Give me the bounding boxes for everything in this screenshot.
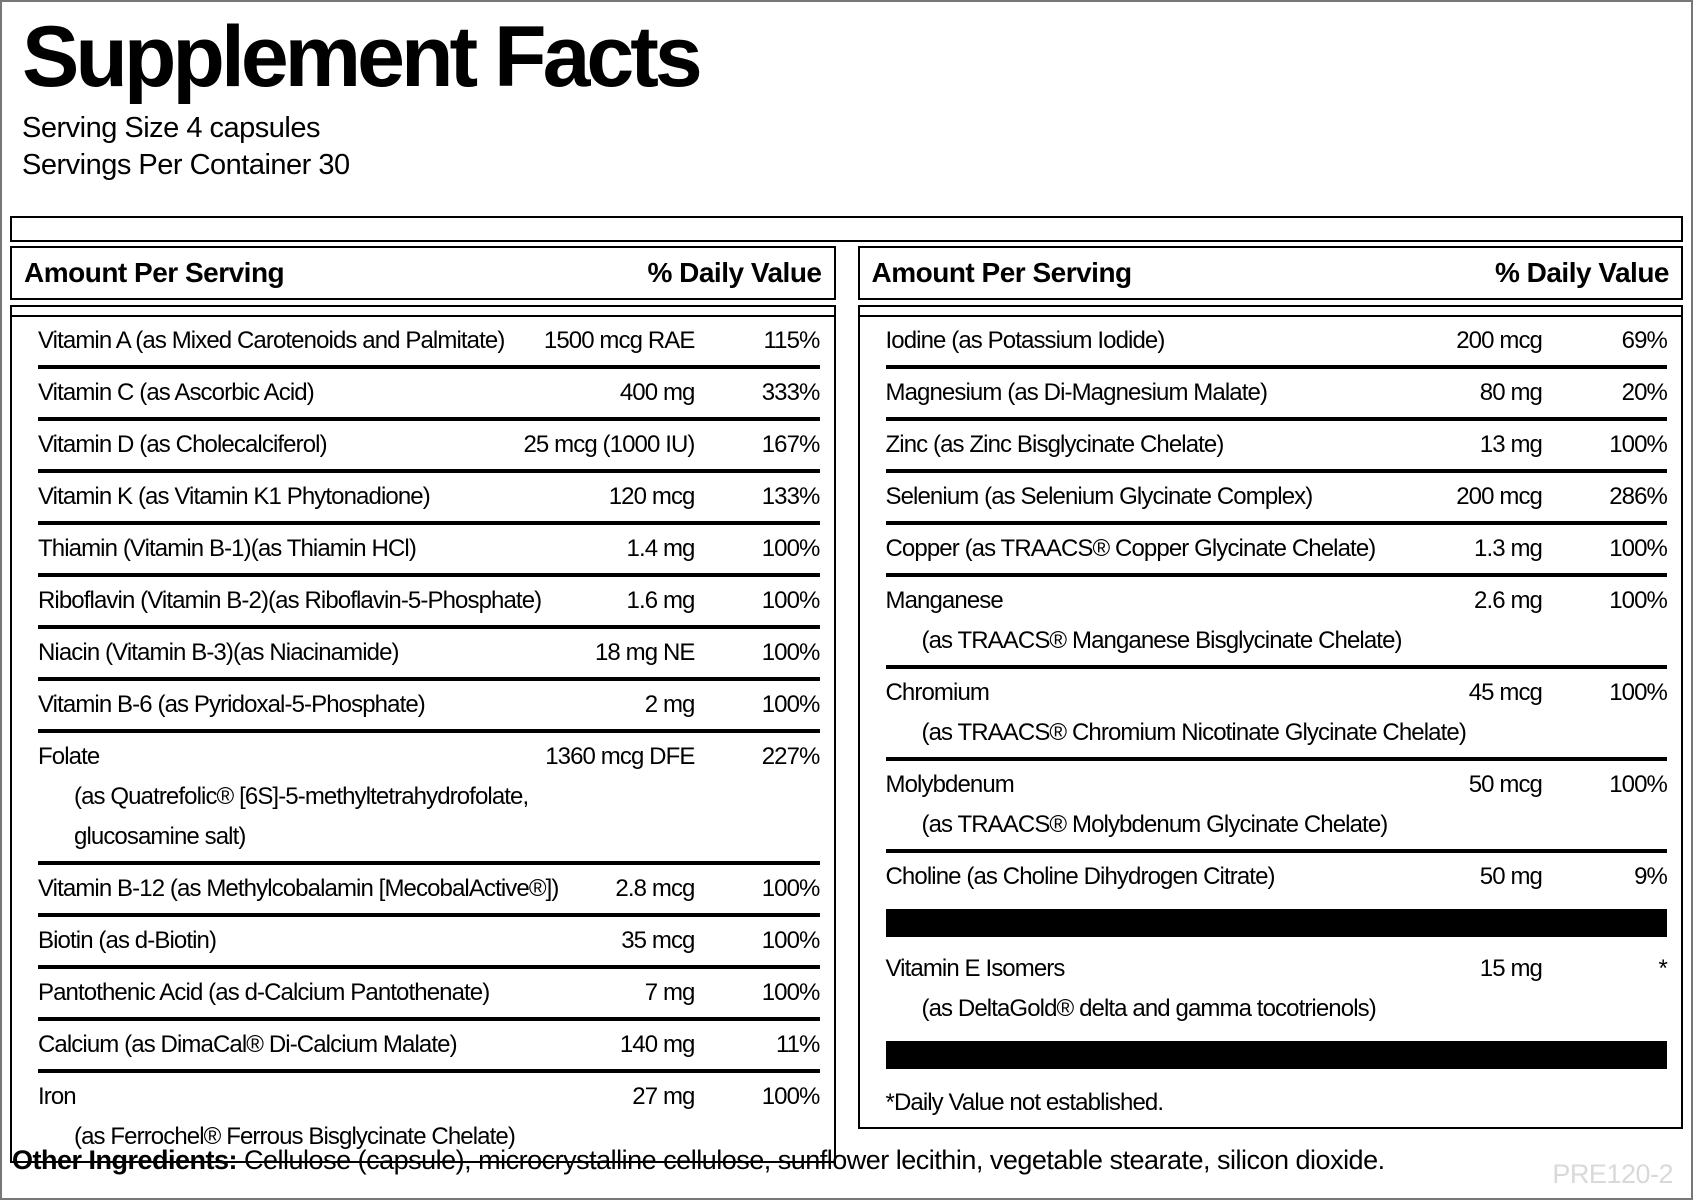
- nutrient-daily-value: 100%: [1609, 431, 1667, 458]
- nutrient-daily-value: 100%: [1609, 679, 1667, 706]
- nutrient-row: [886, 369, 1668, 421]
- nutrient-daily-value: 100%: [761, 979, 820, 1006]
- nutrient-name: Vitamin D (as Cholecalciferol): [38, 431, 327, 458]
- nutrient-row: [38, 865, 820, 917]
- nutrient-row: [38, 629, 820, 681]
- black-divider-bar: [886, 909, 1668, 937]
- header-separator-strip: [12, 307, 834, 317]
- nutrient-row: [886, 577, 1668, 669]
- nutrient-row: [38, 969, 820, 1021]
- left-nutrient-table: [10, 305, 836, 1163]
- nutrient-main-line: [886, 765, 1668, 805]
- nutrient-main-line: [886, 529, 1668, 569]
- nutrient-row: [38, 473, 820, 525]
- right-nutrient-table: [858, 305, 1684, 1129]
- right-column-header: [858, 246, 1684, 300]
- nutrient-row: [38, 681, 820, 733]
- nutrient-amount: 18 mg NE: [594, 639, 695, 666]
- nutrient-daily-value: *: [1658, 955, 1667, 982]
- divider-bar: [10, 216, 1683, 242]
- left-rows-container: [38, 317, 820, 1161]
- nutrient-daily-value: 167%: [761, 431, 820, 458]
- nutrient-daily-value: 11%: [775, 1031, 820, 1058]
- black-divider-bar: [886, 1041, 1668, 1069]
- servings-per-container: Servings Per Container 30: [22, 149, 350, 181]
- nutrient-name: Folate: [38, 743, 100, 770]
- amount-per-serving-label: Amount Per Serving: [871, 257, 1132, 288]
- nutrient-amount: 25 mcg (1000 IU): [523, 431, 695, 458]
- nutrient-name: Molybdenum: [885, 771, 1014, 798]
- nutrient-daily-value: 100%: [1609, 771, 1667, 798]
- nutrient-main-line: [886, 857, 1668, 897]
- page-title: Supplement Facts: [22, 9, 699, 105]
- nutrient-daily-value: 115%: [763, 327, 820, 354]
- nutrient-row: [886, 945, 1668, 1033]
- nutrient-daily-value: 100%: [761, 639, 820, 666]
- nutrient-daily-value: 20%: [1621, 379, 1667, 406]
- nutrient-main-line: [886, 949, 1668, 989]
- nutrient-amount: 120 mcg: [608, 483, 695, 510]
- nutrient-row: [886, 421, 1668, 473]
- nutrient-amount: 27 mg: [632, 1083, 695, 1110]
- nutrient-name: Vitamin B-6 (as Pyridoxal-5-Phosphate): [38, 691, 425, 718]
- nutrient-amount: 400 mg: [619, 379, 695, 406]
- nutrient-source-line: (as TRAACS® Manganese Bisglycinate Chelate): [921, 627, 1402, 654]
- nutrient-row: [886, 669, 1668, 761]
- nutrient-amount: 2.8 mcg: [615, 875, 695, 902]
- nutrient-source-line: glucosamine salt): [74, 823, 246, 850]
- nutrient-main-line: [38, 321, 820, 361]
- nutrient-daily-value: 100%: [1609, 587, 1667, 614]
- amount-per-serving-label: Amount Per Serving: [24, 257, 285, 288]
- nutrient-amount: 80 mg: [1479, 379, 1542, 406]
- daily-value-label: % Daily Value: [647, 257, 822, 288]
- nutrient-amount: 140 mg: [619, 1031, 695, 1058]
- nutrient-amount: 15 mg: [1479, 955, 1542, 982]
- nutrient-row: [38, 369, 820, 421]
- nutrient-name: Thiamin (Vitamin B-1)(as Thiamin HCl): [38, 535, 416, 562]
- nutrient-amount: 50 mcg: [1468, 771, 1542, 798]
- nutrient-daily-value: 100%: [761, 535, 820, 562]
- nutrient-name: Vitamin K (as Vitamin K1 Phytonadione): [38, 483, 430, 510]
- nutrient-daily-value: 133%: [761, 483, 820, 510]
- nutrient-amount: 1.6 mg: [626, 587, 695, 614]
- other-ingredients-text: Cellulose (capsule), microcrystalline cellulose, sunflower lecithin, vegetable stearate, silicon dioxide.: [237, 1145, 1385, 1175]
- nutrient-name: Calcium (as DimaCal® Di-Calcium Malate): [38, 1031, 457, 1058]
- nutrient-name: Vitamin B-12 (as Methylcobalamin [MecobalActive®]): [38, 875, 559, 902]
- nutrient-main-line: [886, 373, 1668, 413]
- nutrient-row: [886, 317, 1668, 369]
- nutrient-main-line: [886, 673, 1668, 713]
- nutrient-name: Biotin (as d-Biotin): [38, 927, 217, 954]
- nutrient-main-line: [886, 321, 1668, 361]
- nutrient-main-line: [38, 1077, 820, 1117]
- nutrient-daily-value: 100%: [761, 927, 820, 954]
- nutrient-daily-value: 227%: [761, 743, 820, 770]
- nutrient-main-line: [38, 737, 820, 777]
- nutrient-name: Zinc (as Zinc Bisglycinate Chelate): [885, 431, 1224, 458]
- nutrient-row: [38, 1021, 820, 1073]
- nutrient-name: Choline (as Choline Dihydrogen Citrate): [885, 863, 1275, 890]
- nutrient-name: Riboflavin (Vitamin B-2)(as Riboflavin-5-Phosphate): [38, 587, 542, 614]
- nutrient-amount: 1.4 mg: [626, 535, 695, 562]
- nutrient-row: [38, 577, 820, 629]
- other-ingredients: [12, 1142, 1683, 1178]
- nutrient-row: [38, 733, 820, 865]
- nutrient-amount: 45 mcg: [1468, 679, 1542, 706]
- nutrient-row: [886, 473, 1668, 525]
- nutrient-daily-value: 100%: [761, 1083, 820, 1110]
- nutrient-amount: 2 mg: [644, 691, 695, 718]
- daily-value-footnote: *Daily Value not established.: [885, 1089, 1164, 1116]
- nutrient-daily-value: 100%: [761, 875, 820, 902]
- nutrient-row: [38, 525, 820, 577]
- nutrient-row: [38, 421, 820, 473]
- nutrient-amount: 200 mcg: [1456, 327, 1542, 354]
- left-column-header: [10, 246, 836, 300]
- nutrient-row: [886, 853, 1668, 901]
- nutrient-amount: 1360 mcg DFE: [545, 743, 695, 770]
- nutrient-amount: 200 mcg: [1456, 483, 1542, 510]
- serving-size: Serving Size 4 capsules: [22, 112, 320, 144]
- nutrient-name: Selenium (as Selenium Glycinate Complex): [885, 483, 1313, 510]
- nutrient-amount: 35 mcg: [621, 927, 695, 954]
- nutrient-name: Niacin (Vitamin B-3)(as Niacinamide): [38, 639, 399, 666]
- nutrient-main-line: [38, 685, 820, 725]
- nutrient-name: Pantothenic Acid (as d-Calcium Pantothenate): [38, 979, 490, 1006]
- nutrient-amount: 1500 mcg RAE: [543, 327, 695, 354]
- nutrient-daily-value: 9%: [1634, 863, 1667, 890]
- nutrient-main-line: [886, 581, 1668, 621]
- nutrient-name: Chromium: [885, 679, 989, 706]
- nutrient-daily-value: 333%: [761, 379, 820, 406]
- nutrient-main-line: [886, 477, 1668, 517]
- header-separator-strip: [860, 307, 1682, 317]
- nutrient-row: [886, 525, 1668, 577]
- nutrient-daily-value: 100%: [761, 587, 820, 614]
- nutrient-row: [38, 917, 820, 969]
- nutrient-main-line: [38, 425, 820, 465]
- nutrient-name: Vitamin E Isomers: [885, 955, 1065, 982]
- nutrient-main-line: [886, 425, 1668, 465]
- nutrient-row: [886, 761, 1668, 853]
- nutrient-amount: 1.3 mg: [1474, 535, 1542, 562]
- daily-value-label: % Daily Value: [1494, 257, 1669, 288]
- nutrient-source-line: (as Quatrefolic® [6S]-5-methyltetrahydrofolate,: [74, 783, 529, 810]
- nutrient-row: [38, 317, 820, 369]
- nutrient-daily-value: 100%: [761, 691, 820, 718]
- nutrient-main-line: [38, 921, 820, 961]
- product-code: PRE120-2: [1552, 1159, 1673, 1189]
- nutrient-name: Vitamin C (as Ascorbic Acid): [38, 379, 314, 406]
- nutrient-main-line: [38, 633, 820, 673]
- nutrient-main-line: [38, 529, 820, 569]
- right-rows-container: [886, 317, 1668, 1127]
- nutrient-main-line: [38, 581, 820, 621]
- nutrient-name: Iodine (as Potassium Iodide): [885, 327, 1165, 354]
- nutrient-daily-value: 100%: [1609, 535, 1667, 562]
- nutrient-source-line: (as TRAACS® Molybdenum Glycinate Chelate): [921, 811, 1388, 838]
- nutrient-daily-value: 69%: [1621, 327, 1667, 354]
- facts-columns: [10, 246, 1683, 1150]
- nutrient-name: Magnesium (as Di-Magnesium Malate): [885, 379, 1268, 406]
- nutrient-amount: 13 mg: [1479, 431, 1542, 458]
- nutrient-name: Iron: [38, 1083, 76, 1110]
- nutrient-main-line: [38, 1025, 820, 1065]
- nutrient-name: Vitamin A (as Mixed Carotenoids and Palmitate): [38, 327, 505, 354]
- nutrient-source-line: (as DeltaGold® delta and gamma tocotrienols): [921, 995, 1376, 1022]
- nutrient-main-line: [38, 869, 820, 909]
- nutrient-amount: 7 mg: [644, 979, 695, 1006]
- nutrient-amount: 50 mg: [1479, 863, 1542, 890]
- left-panel: [10, 246, 836, 1150]
- nutrient-name: Copper (as TRAACS® Copper Glycinate Chelate): [885, 535, 1376, 562]
- nutrient-amount: 2.6 mg: [1474, 587, 1542, 614]
- nutrient-main-line: [38, 973, 820, 1013]
- nutrient-main-line: [38, 477, 820, 517]
- right-panel: [858, 246, 1684, 1126]
- other-ingredients-label: Other Ingredients:: [12, 1145, 238, 1175]
- nutrient-source-line: (as Ferrochel® Ferrous Bisglycinate Chelate): [74, 1123, 515, 1150]
- nutrient-source-line: (as TRAACS® Chromium Nicotinate Glycinate Chelate): [921, 719, 1466, 746]
- nutrient-name: Manganese: [885, 587, 1003, 614]
- nutrient-daily-value: 286%: [1609, 483, 1667, 510]
- nutrient-main-line: [38, 373, 820, 413]
